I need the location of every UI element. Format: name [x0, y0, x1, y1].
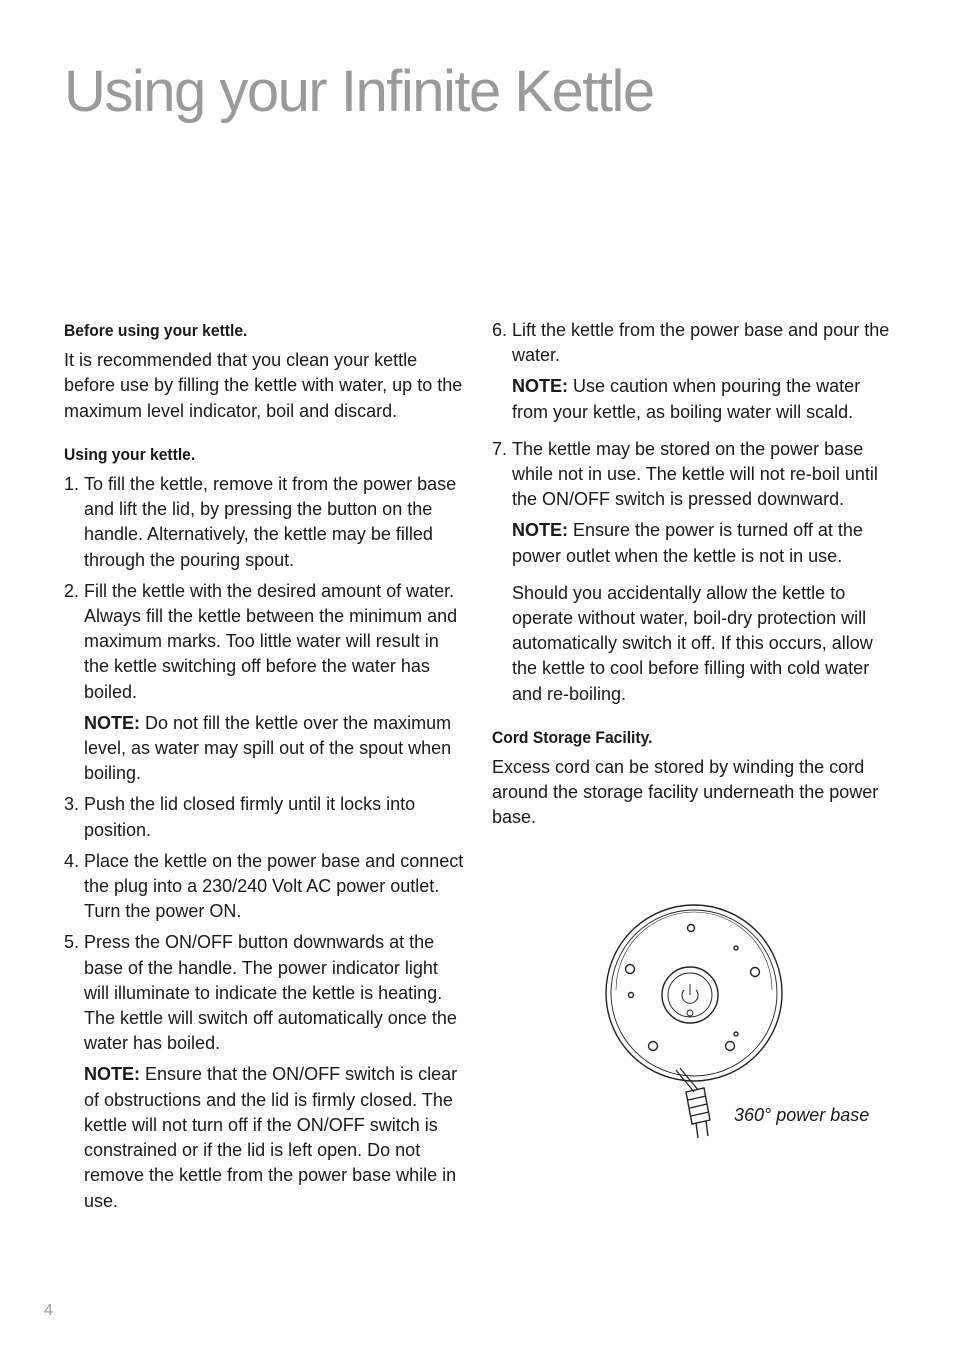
- note-step-2: [84, 711, 464, 787]
- step-number: 7.: [492, 438, 508, 459]
- note-step-6: [512, 374, 890, 424]
- step-4: [64, 849, 464, 925]
- page-title: Using your Infinite Kettle: [64, 59, 654, 124]
- note-label: NOTE:: [512, 520, 568, 541]
- step-5: [64, 930, 464, 1056]
- before-heading: Before using your kettle.: [64, 321, 248, 340]
- step-number: 3.: [64, 794, 80, 815]
- step-text: The kettle may be stored on the power base while not in use. The kettle will not re-boil until the ON/OFF switch is pressed downward.: [512, 438, 878, 510]
- page-number: 4: [44, 1302, 53, 1319]
- step-1: [64, 472, 464, 573]
- note-text: Ensure that the ON/OFF switch is clear of obstructions and the lid is firmly closed. The kettle will not turn off if the ON/OFF switch is constrained or if the lid is left open. Do not remove the kettle from the power base while in use.: [84, 1064, 458, 1211]
- note-text: Use caution when pouring the water from your kettle, as boiling water will scald.: [512, 376, 861, 422]
- using-heading: Using your kettle.: [64, 444, 196, 464]
- note-label: NOTE:: [512, 376, 568, 397]
- step-text: Place the kettle on the power base and connect the plug into a 230/240 Volt AC power outlet. Turn the power ON.: [84, 850, 464, 922]
- boil-dry-text: Should you accidentally allow the kettle to operate without water, boil-dry protection will automatically switch it off. If this occurs, allow the kettle to cool before filling with cold water and re-boiling.: [512, 582, 873, 704]
- note-text: Do not fill the kettle over the maximum level, as water may spill out of the spout when boiling.: [84, 712, 452, 784]
- step-text: Lift the kettle from the power base and pour the water.: [512, 320, 890, 366]
- note-label: NOTE:: [84, 712, 140, 733]
- step-3: [64, 792, 464, 842]
- note-step-5: [84, 1062, 464, 1213]
- step-number: 1.: [64, 474, 80, 495]
- figure-caption: 360° power base: [734, 1105, 870, 1125]
- note-text: Ensure the power is turned off at the power outlet when the kettle is not in use.: [512, 520, 863, 566]
- left-column: [64, 318, 464, 1220]
- cord-text: Excess cord can be stored by winding the cord around the storage facility underneath the power base.: [492, 757, 879, 828]
- step-text: Push the lid closed firmly until it locks into position.: [84, 794, 416, 840]
- note-step-7: [512, 518, 890, 568]
- step-7: [492, 437, 890, 513]
- step-number: 2.: [64, 580, 80, 601]
- step-number: 4.: [64, 850, 80, 871]
- note-label: NOTE:: [84, 1064, 140, 1085]
- step-number: 6.: [492, 320, 508, 340]
- step-number: 5.: [64, 932, 80, 953]
- right-column: [492, 318, 890, 849]
- step-6: [492, 318, 890, 368]
- step-text: Press the ON/OFF button downwards at the base of the handle. The power indicator light will illuminate to indicate the kettle is heating. The kettle will switch off automatically once the water has boiled.: [84, 932, 457, 1054]
- cord-heading: Cord Storage Facility.: [492, 727, 653, 747]
- step-text: To fill the kettle, remove it from the power base and lift the lid, by pressing the button on the handle. Alternatively, the kettle may be filled through the pouring spout.: [84, 474, 457, 570]
- step-2: [64, 579, 464, 705]
- step-text: Fill the kettle with the desired amount of water. Always fill the kettle between the minimum and maximum marks. Too little water will result in the kettle switching off before the water has boiled.: [84, 580, 458, 702]
- before-text: It is recommended that you clean your kettle before use by filling the kettle with water, up to the maximum level indicator, boil and discard.: [64, 350, 463, 421]
